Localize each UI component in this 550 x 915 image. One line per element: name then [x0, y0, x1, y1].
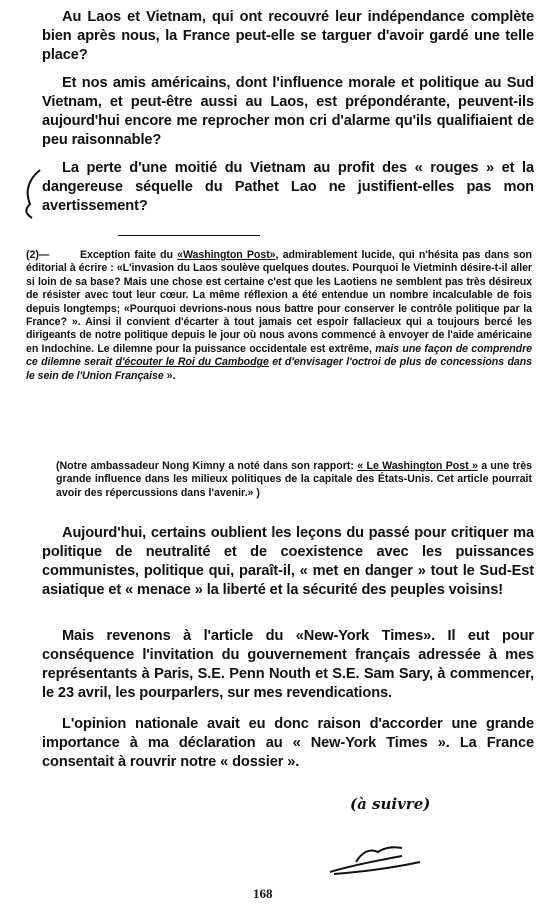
page-number: 168: [253, 886, 273, 901]
paragraph-opinion-nationale: L'opinion nationale avait eu donc raison d'accorder une grande importance à ma déclaration au « New-York Times ». La France consentait à rouvrir notre « dossier ».: [42, 716, 534, 770]
paragraph-new-york-times: Mais revenons à l'article du «New-York Times». Il eut pour conséquence l'invitation du gouvernement français adressée à mes représentants à Paris, S.E. Penn Nouth et S.E. Sam Sary, à commencer, le 23 avril, les pourparlers, sur mes revendications.: [42, 628, 534, 701]
signature-mark: [330, 847, 420, 874]
paragraph-amis-americains: Et nos amis américains, dont l'influence morale et politique au Sud Vietnam, et peut-être aussi au Laos, est prépondérante, peuvent-ils aujourd'hui encore me reprocher mon cri d'alarme qu'ils qualifiaient de peu raisonnable?: [42, 75, 534, 148]
footnote-washington-post: (2)— Exception faite du «Washington Post», admirablement lucide, qui n'hésita pas dans son éditorial à écrire : «L'invasion du Laos soulève quelques doutes. Pourquoi le Vietminh désire-t-il aller si loin de sa base? Mais une chose est certaine c'est que les Laotiens ne semblent pas très désireux de résister avec tout leur cœur. La même réflexion a été entendue un nombre incalculable de fois depuis longtemps; «Pourquoi devrions-nous nous battre pour conserver le contrôle politique par la France? ». Ainsi il convient d'écarter à tout jamais cet espoir fallacieux qui a toujours bercé les dirigeants de notre politique depuis le jour où nous avons commencé à envoyer de l'aide américaine en Indochine. Le dilemne pour la puissance occidentale est extrême, mais une façon de comprendre ce dilemne serait d'écouter le Roi du Cambodge et d'envisager l'octroi de plus de concessions dans le sein de l'Union Française ».: [26, 249, 532, 382]
footnote-ambassador: (Notre ambassadeur Nong Kimny a noté dans son rapport: « Le Washington Post » a une très grande influence dans les milieux politiques de la capitale des États-Unis. Cet article pourrait avoir des répercussions dans l'avenir.» ): [56, 460, 533, 499]
bracket-mark: [26, 170, 40, 218]
paragraph-perte-vietnam: La perte d'une moitié du Vietnam au profit des « rouges » et la dangereuse séquelle du Pathet Lao ne justifient-elles pas mon avertissement?: [42, 160, 534, 214]
paragraph-laos-vietnam: Au Laos et Vietnam, qui ont recouvré leur indépendance complète bien après nous, la France peut-elle se targuer d'avoir gardé une telle place?: [42, 9, 534, 63]
footnote-paper-name: «Washington Post»: [177, 249, 276, 261]
paragraph-aujourdhui: Aujourd'hui, certains oublient les leçons du passé pour critiquer ma politique de neutralité et de coexistence avec les puissances communistes, politique qui, paraît-il, « met en danger » tout le Sud-Est asiatique et « menace » la liberté et la sécurité des peuples voisins!: [42, 525, 534, 598]
handwritten-a-suivre: (à suivre): [350, 795, 431, 813]
footnote-paper-name-2: « Le Washington Post »: [357, 460, 478, 472]
footnote-king-emphasis: d'écouter le Roi du Cambodge: [115, 356, 269, 369]
footnote-number: (2)—: [26, 249, 50, 261]
